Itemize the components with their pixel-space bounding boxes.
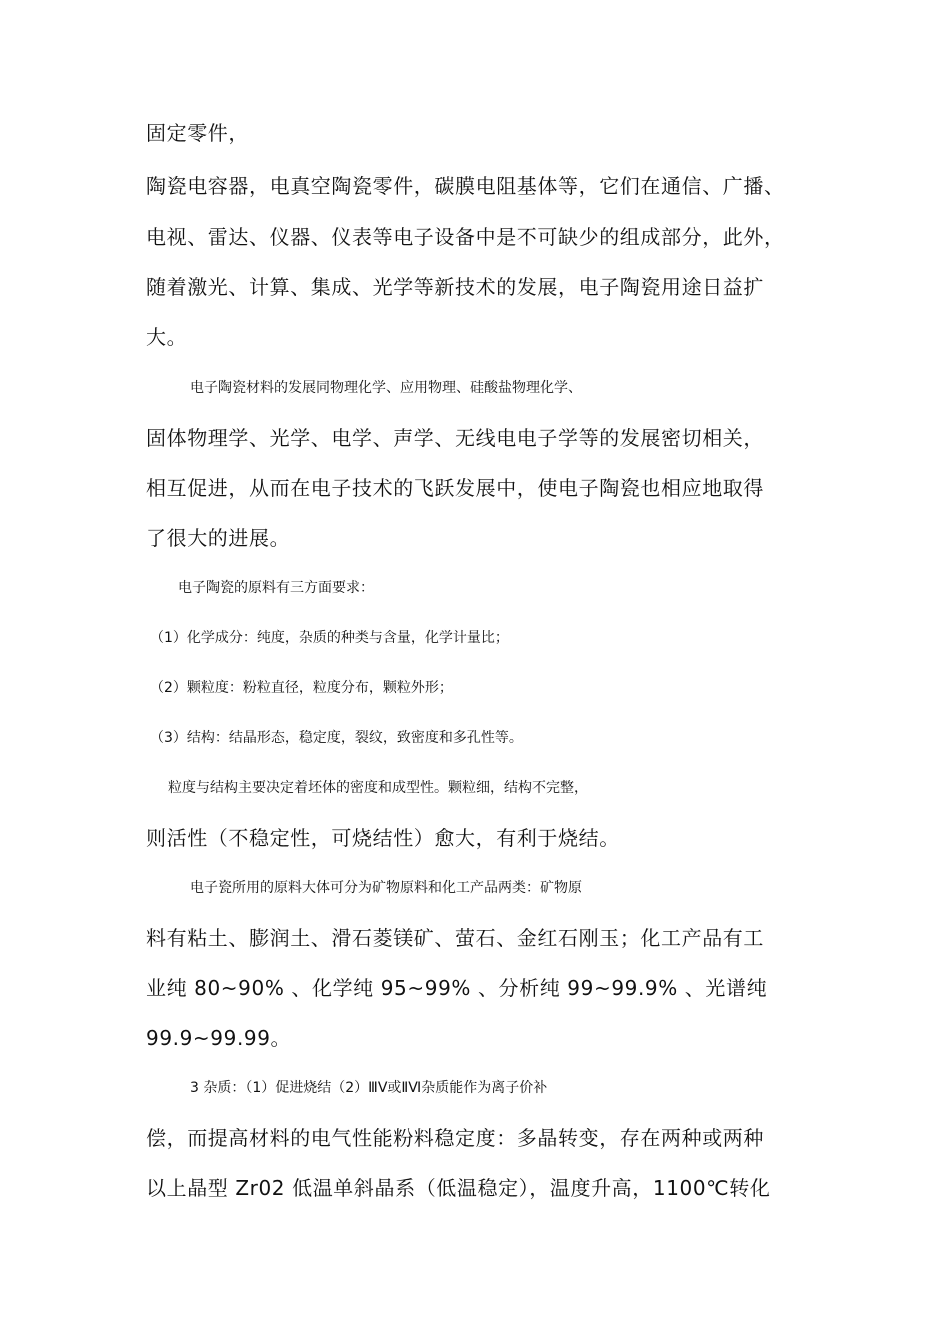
text-line-5: 大。 <box>146 325 188 349</box>
text-line-1: 固定零件， <box>146 121 249 145</box>
text-line-14: 粒度与结构主要决定着坯体的密度和成型性。颗粒细，结构不完整， <box>168 780 588 796</box>
text-line-7: 固体物理学、光学、电学、声学、无线电电子学等的发展密切相关， <box>146 426 764 450</box>
text-line-2: 陶瓷电容器，电真空陶瓷零件，碳膜电阻基体等，它们在通信、广播、 <box>146 174 785 198</box>
text-line-18: 业纯 80~90% 、化学纯 95~99% 、分析纯 99~99.9% 、光谱纯 <box>146 976 768 1000</box>
text-line-20: 3 杂质：（1）促进烧结（2）ⅢⅤ或ⅡⅥ杂质能作为离子价补 <box>190 1080 548 1096</box>
text-line-4: 随着激光、计算、集成、光学等新技术的发展，电子陶瓷用途日益扩 <box>146 275 764 299</box>
text-line-19: 99.9~99.99。 <box>146 1026 292 1050</box>
text-line-17: 料有粘土、膨润土、滑石菱镁矿、萤石、金红石刚玉；化工产品有工 <box>146 926 764 950</box>
text-line-16: 电子瓷所用的原料大体可分为矿物原料和化工产品两类：矿物原 <box>190 880 582 896</box>
text-line-8: 相互促进，从而在电子技术的飞跃发展中，使电子陶瓷也相应地取得 <box>146 476 764 500</box>
text-line-15: 则活性（不稳定性，可烧结性）愈大，有利于烧结。 <box>146 826 620 850</box>
text-line-6: 电子陶瓷材料的发展同物理化学、应用物理、硅酸盐物理化学、 <box>190 380 582 396</box>
text-line-10: 电子陶瓷的原料有三方面要求： <box>178 580 374 596</box>
text-line-13: （3）结构：结晶形态，稳定度，裂纹，致密度和多孔性等。 <box>150 730 523 746</box>
text-line-3: 电视、雷达、仪器、仪表等电子设备中是不可缺少的组成部分，此外， <box>146 225 785 249</box>
text-line-22: 以上晶型 Zr02 低温单斜晶系（低温稳定），温度升高，1100℃转化 <box>146 1176 771 1200</box>
text-line-11: （1）化学成分：纯度，杂质的种类与含量，化学计量比； <box>150 630 509 646</box>
text-line-21: 偿，而提高材料的电气性能粉料稳定度：多晶转变，存在两种或两种 <box>146 1126 764 1150</box>
text-line-12: （2）颗粒度：粉粒直径，粒度分布，颗粒外形； <box>150 680 453 696</box>
text-line-9: 了很大的进展。 <box>146 526 291 550</box>
